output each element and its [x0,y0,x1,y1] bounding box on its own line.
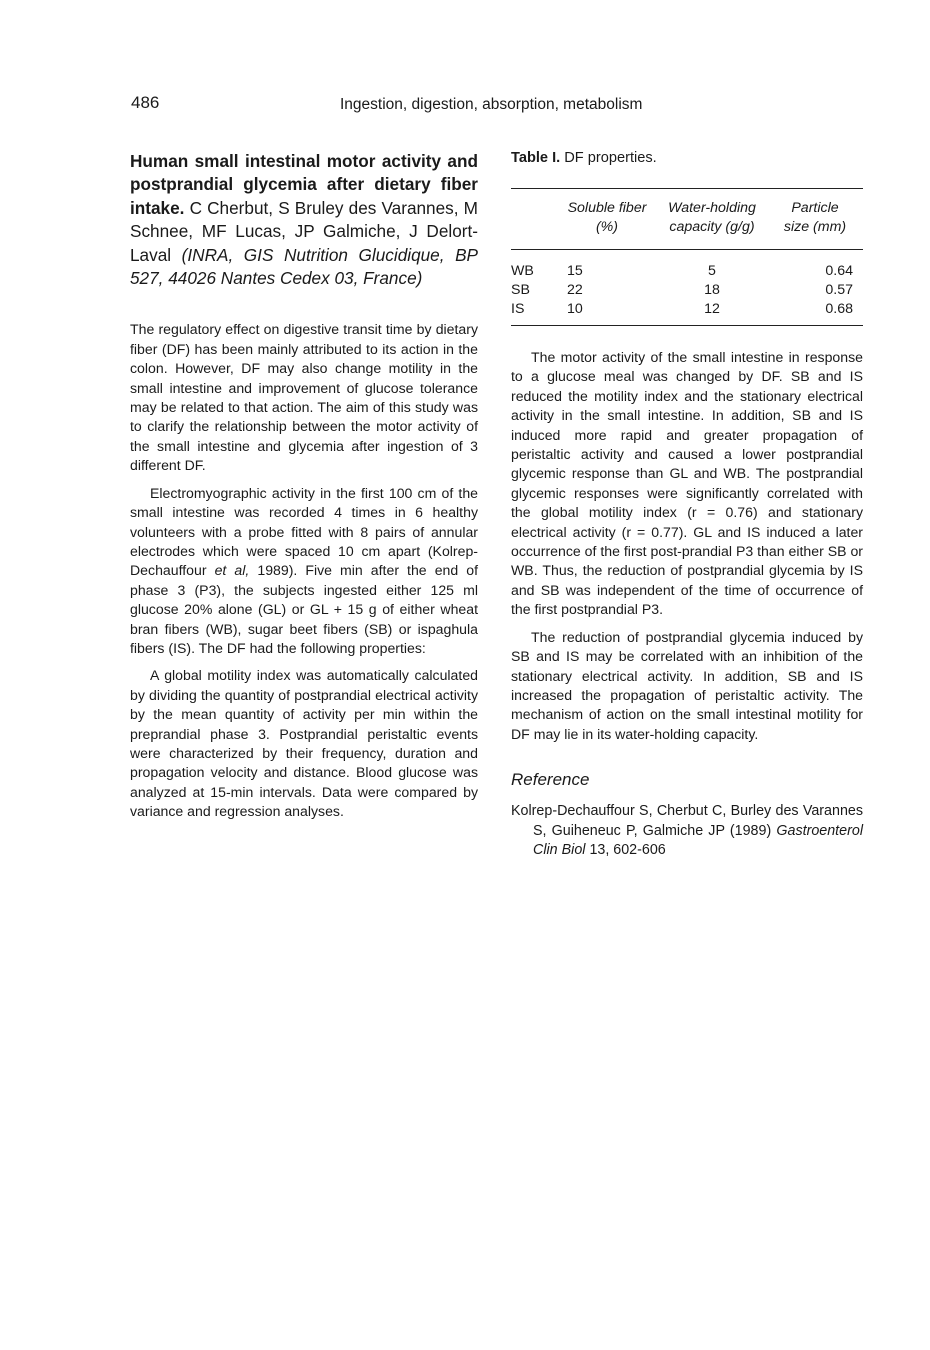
article-heading [130,150,478,290]
table-cell: 0.57 [825,282,853,298]
table-caption-text: DF properties. [564,150,657,166]
table-row [511,300,863,325]
right-column [511,150,863,860]
table-header-cell: Water-holding capacity (g/g) [668,200,756,235]
table-cell: 22 [567,282,583,298]
article-title: Human small intestinal motor activity and postprandial glycemia after dietary fiber intake. [130,151,478,218]
table-row [511,250,863,281]
left-column [130,150,478,830]
table-label: Table I. [511,150,561,166]
table-header-cell [511,189,559,249]
table-header-row [511,189,863,249]
paragraph-methods-b: 1989). Five min after the end of phase 3 (P3), the subjects ingested either 125 ml glucose 20% alone (GL) or GL + 15 g of either wheat bran fibers (WB), sugar beet fibers (SB) or ispaghula fibers (IS). The DF had the following properties: [130,562,479,656]
article-affiliation: (INRA, GIS Nutrition Glucidique, BP 527, 44026 Nantes Cedex 03, France) [130,244,479,289]
table-cell: 5 [708,263,716,279]
paragraph-analysis: A global motility index was automatically calculated by dividing the quantity of postprandial electrical activity by the mean quantity of activity per min within the preprandial phase 3. Postprandial peristaltic events were characterized by their frequency, duration and propagation velocity and distance. Blood glucose was analyzed at 15-min intervals. Data were compared by variance and regression analyses. [130,667,478,820]
table-caption [511,150,863,166]
reference-heading: Reference [511,770,590,790]
table-cell: IS [511,301,525,317]
df-properties-table [511,189,863,325]
table-header-cell: Soluble fiber (%) [567,200,647,235]
reference-entry [511,802,863,860]
paragraph-results: The motor activity of the small intestine in response to a glucose meal was changed by DF. SB and IS reduced the motility index and the stationary electrical activity in the small intestine. In addition, SB and IS induced more rapid and greater propagation of peristaltic activity and caused a lower postprandial glycemic response than GL and WB. The postprandial glycemic responses were significantly correlated with the global motility index (r = 0.76) and stationary electrical activity (r = 0.77). GL and IS induced a later occurrence of the first post-prandial P3 than either SB or WB. Thus, the reduction of postprandial glycemia by IS and SB was independent of the time of occurrence of the first postprandial P3. [511,349,863,618]
table-cell: 18 [704,282,720,298]
table-cell: WB [511,263,534,279]
table-bottom-rule [511,325,863,326]
table-cell: 12 [704,301,720,317]
table-cell: SB [511,282,530,298]
paragraph-methods-a: Electromyographic activity in the first 100 cm of the small intestine was recorded 4 times in 6 healthy volunteers with a probe fitted with 8 pairs of annular electrodes which were spaced 10 cm apart (Kolrep-Dechauffour [130,484,478,579]
article-authors: C Cherbut, S Bruley des Varannes, M Schnee, MF Lucas, JP Galmiche, J Delort-Laval [130,197,478,265]
table-cell: 0.68 [825,301,853,317]
paragraph-intro: The regulatory effect on digestive transit time by dietary fiber (DF) has been mainly attributed to its action in the colon. However, DF may also change motility in the small intestine and improvement of glucose tolerance may be related to that action. The aim of this study was to clarify the relationship between the motor activity of the small intestine and glycemia after ingestion of 3 different DF. [130,321,478,474]
paragraph-conclusion: The reduction of postprandial glycemia induced by SB and IS may be correlated with an inhibition of the stationary electrical activity. In addition, SB and IS increased the propagation of peristaltic activity. The mechanism of action on the small intestinal motility for DF may lie in its water-holding capacity. [511,628,863,742]
reference-journal: Gastroenterol Clin Biol [533,822,863,858]
page-number: 486 [131,93,160,112]
reference-authors: Kolrep-Dechauffour S, Cherbut C, Burley des Varannes S, Guiheneuc P, Galmiche JP (1989) [511,803,863,839]
table-cell: 15 [567,263,583,279]
running-head: Ingestion, digestion, absorption, metabolism [340,96,643,113]
table-cell: 10 [567,301,583,317]
table-cell: 0.64 [825,263,853,279]
table-row [511,281,863,300]
reference-citation: 13, 602-606 [589,841,666,858]
table-header-cell: Particle size (mm) [783,200,847,235]
paragraph-methods [130,484,478,659]
citation-et-al: et al, [214,562,250,579]
